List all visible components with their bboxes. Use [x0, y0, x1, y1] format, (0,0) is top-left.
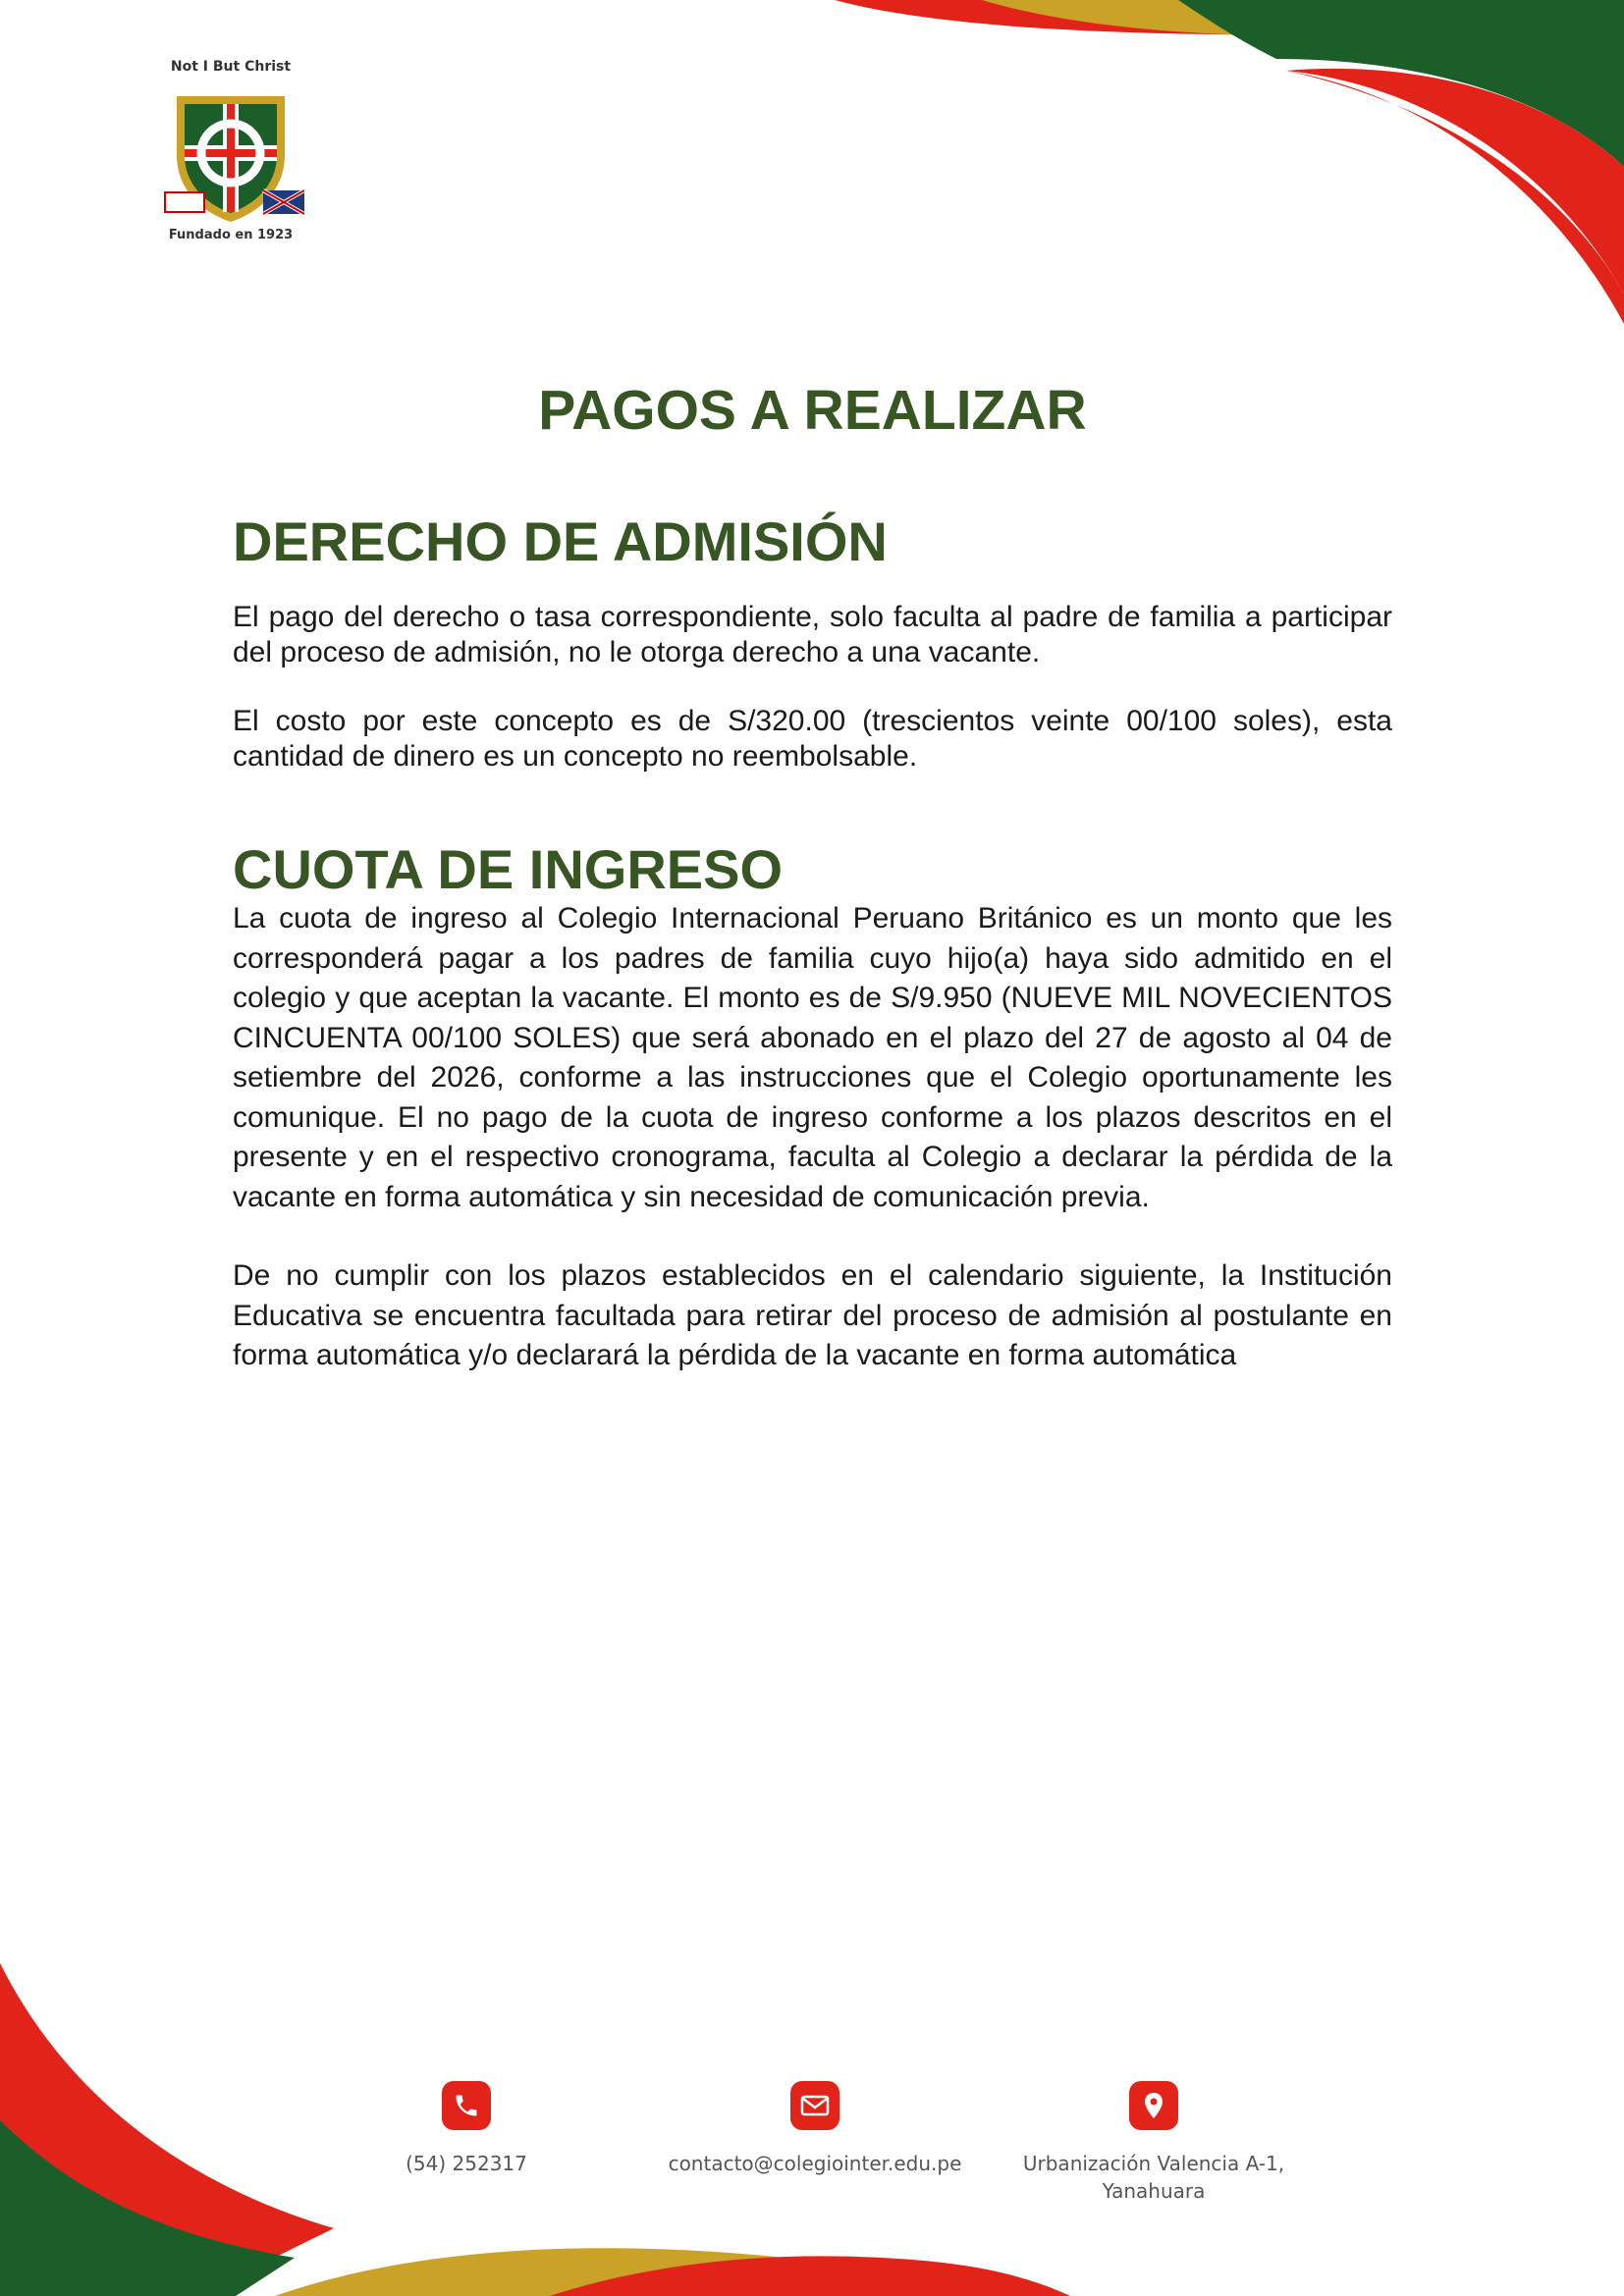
section-title-admision: DERECHO DE ADMISIÓN — [233, 510, 888, 572]
logo-founded: Fundado en 1923 — [168, 228, 294, 242]
logo-motto: Not I But Christ — [170, 59, 292, 75]
footer-phone-text: (54) 252317 — [406, 2152, 527, 2175]
footer-email-text[interactable]: contacto@colegiointer.edu.pe — [668, 2152, 962, 2175]
footer-address-line1: Urbanización Valencia A-1, — [1022, 2152, 1285, 2175]
location-pin-icon — [1129, 2081, 1178, 2130]
footer-phone — [393, 2081, 540, 2175]
document-body — [233, 378, 1392, 1376]
paragraph-admision-1: El pago del derecho o tasa correspondiente, solo faculta al padre de familia a participar del proceso de admisión, no le otorga derecho a una vacante. — [233, 600, 1392, 668]
mail-icon — [790, 2081, 839, 2130]
paragraph-cuota-1: La cuota de ingreso al Colegio Internacional Peruano Británico es un monto que les corresponderá pagar a los padres de familia cuyo hijo(a) haya sido admitido en el colegio y que aceptan la vacante. El monto es de S/9.950 (NUEVE MIL NOVECIENTOS CINCUENTA 00/100 SOLES) que será abonado en el plazo del 27 de agosto al 04 de setiembre del 2026, conforme a las instrucciones que el Colegio oportunamente les comunique. El no pago de la cuota de ingreso conforme a los plazos descritos en el presente y en el respectivo cronograma, faculta al Colegio a declarar la pérdida de la vacante en forma automática y sin necesidad de comunicación previa. — [233, 902, 1392, 1213]
paragraph-cuota-2: De no cumplir con los plazos establecidos en el calendario siguiente, la Institución Educativa se encuentra facultada para retirar del proceso de admisión al postulante en forma automática y/o declarará la pérdida de la vacante en forma automática — [233, 1259, 1392, 1372]
page-title: PAGOS A REALIZAR — [538, 379, 1087, 442]
footer-address — [1021, 2081, 1286, 2203]
footer-address-line2: Yanahuara — [1102, 2179, 1206, 2203]
paragraph-admision-2: El costo por este concepto es de S/320.00 (trescientos veinte 00/100 soles), esta cantidad de dinero es un concepto no reembolsable. — [233, 704, 1392, 773]
phone-icon — [442, 2081, 491, 2130]
school-logo — [147, 59, 314, 255]
crest-icon — [157, 77, 304, 224]
footer-email — [658, 2081, 972, 2175]
section-title-cuota: CUOTA DE INGRESO — [233, 837, 784, 900]
